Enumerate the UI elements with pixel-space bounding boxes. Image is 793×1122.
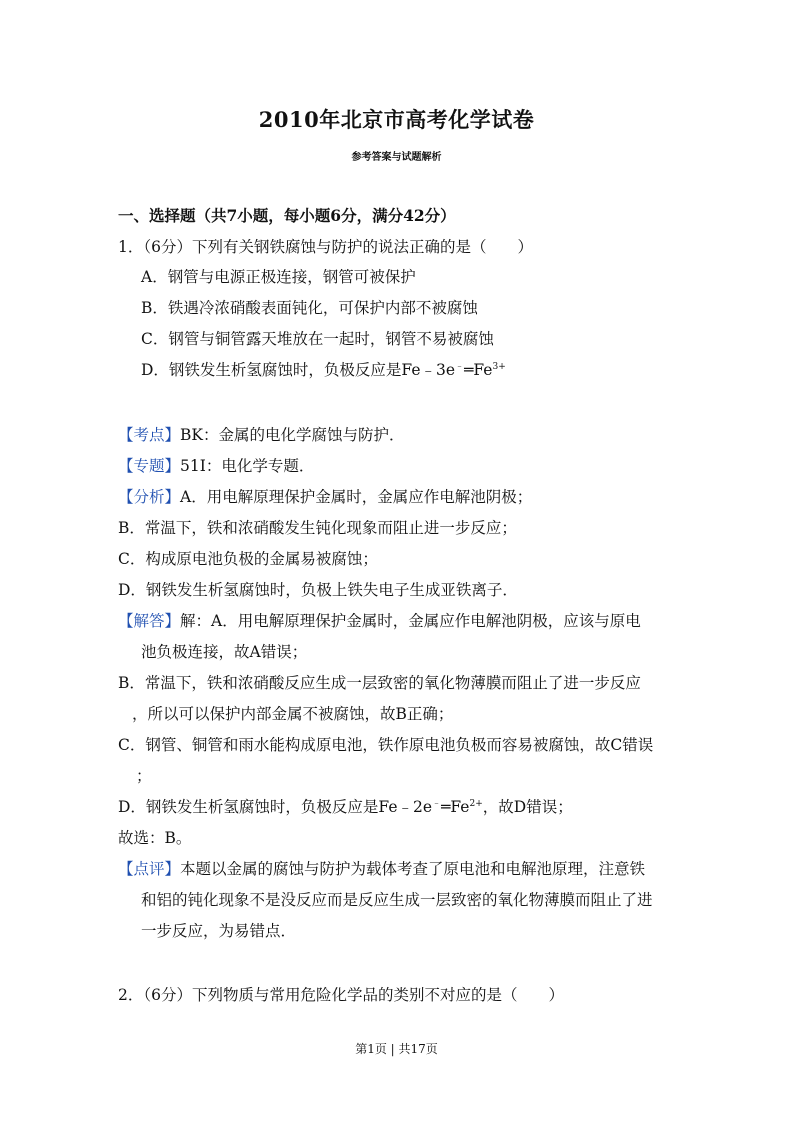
fenxi-text-a: A．用电解原理保护金属时，金属应作电解池阴极；	[180, 488, 533, 506]
question-1-option-a: A．钢管与电源正极连接，钢管可被保护	[141, 268, 416, 286]
question-1-stem: 1．（6分）下列有关钢铁腐蚀与防护的说法正确的是（ ）	[118, 238, 533, 256]
fenxi-text-c: C．构成原电池负极的金属易被腐蚀；	[118, 550, 378, 568]
section-heading: 一、选择题（共7小题，每小题6分，满分42分）	[118, 206, 456, 225]
dianping-line	[118, 859, 645, 879]
option-d-text: D．钢铁发生析氢腐蚀时，负极反应是Fe﹣3e	[141, 361, 456, 379]
jieda-text-c1: C．钢管、铜管和雨水能构成原电池，铁作原电池负极而容易被腐蚀，故C错误	[118, 736, 654, 754]
jieda-d-charge-2: 2+	[469, 798, 483, 809]
zhuanti-line	[118, 456, 314, 476]
jieda-line	[118, 611, 641, 631]
option-d-charge-2: 3+	[492, 361, 506, 372]
dianping-text-3: 一步反应，为易错点．	[141, 922, 297, 940]
jieda-text-d	[118, 797, 573, 817]
question-2-stem: 2．（6分）下列物质与常用危险化学品的类别不对应的是（ ）	[118, 986, 564, 1004]
jieda-d-conclusion: ，故D错误；	[482, 798, 573, 816]
jieda-text-c2: ；	[136, 767, 152, 785]
fenxi-text-b: B．常温下，铁和浓硝酸发生钝化现象而阻止进一步反应；	[118, 519, 517, 537]
jieda-text-a2: 池负极连接，故A错误；	[141, 643, 308, 661]
fenxi-tag: 【分析】	[118, 488, 181, 506]
jieda-tag: 【解答】	[118, 612, 181, 630]
question-1-option-d	[141, 360, 506, 380]
kaodian-tag: 【考点】	[118, 426, 181, 444]
zhuanti-tag: 【专题】	[118, 457, 181, 475]
jieda-text-a1: 解：A．用电解原理保护金属时，金属应作电解池阴极，应该与原电	[180, 612, 641, 630]
jieda-d-product: ═Fe	[441, 798, 470, 816]
jieda-d-text: D．钢铁发生析氢腐蚀时，负极反应是Fe﹣2e	[118, 798, 433, 816]
dianping-text-2: 和铝的钝化现象不是没反应而是反应生成一层致密的氧化物薄膜而阻止了进	[141, 891, 653, 909]
question-1-option-b: B．铁遇冷浓硝酸表面钝化，可保护内部不被腐蚀	[141, 299, 478, 317]
page-footer: 第1页 | 共17页	[355, 1042, 438, 1056]
jieda-text-b2: ，所以可以保护内部金属不被腐蚀，故B正确；	[132, 705, 454, 723]
fenxi-line	[118, 487, 532, 507]
kaodian-text: BK：金属的电化学腐蚀与防护．	[180, 426, 405, 444]
exam-subtitle: 参考答案与试题解析	[351, 152, 442, 163]
dianping-tag: 【点评】	[118, 860, 181, 878]
dianping-text-1: 本题以金属的腐蚀与防护为载体考查了原电池和电解池原理，注意铁	[180, 860, 646, 878]
jieda-text-b1: B．常温下，铁和浓硝酸反应生成一层致密的氧化物薄膜而阻止了进一步反应	[118, 674, 641, 692]
zhuanti-text: 51I：电化学专题．	[180, 457, 315, 475]
option-d-charge-1: ﹣	[455, 361, 465, 372]
option-d-product: ═Fe	[464, 361, 493, 379]
jieda-d-charge-1: ﹣	[432, 798, 442, 809]
answer-choice: 故选：B。	[118, 829, 192, 847]
fenxi-text-d: D．钢铁发生析氢腐蚀时，负极上铁失电子生成亚铁离子．	[118, 581, 518, 599]
question-1-option-c: C．钢管与铜管露天堆放在一起时，钢管不易被腐蚀	[141, 330, 494, 348]
kaodian-line	[118, 425, 405, 445]
exam-title: 2010年北京市高考化学试卷	[258, 107, 535, 132]
